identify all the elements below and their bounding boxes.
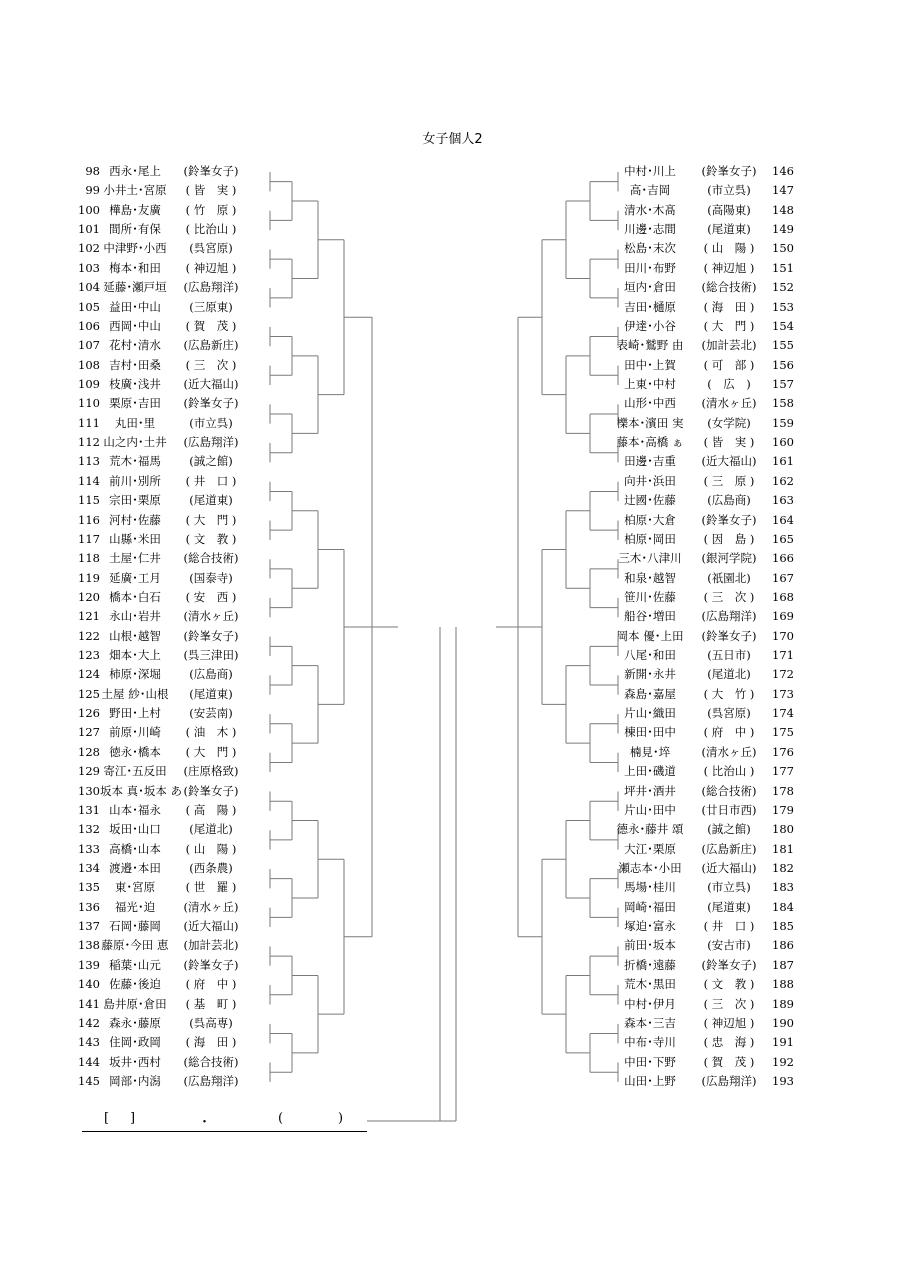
entry-names: 折橋･遠藤 — [624, 957, 676, 972]
entry-names: 坂井･西村 — [109, 1054, 161, 1069]
entry-names: 櫟本･濱田 実 — [616, 415, 684, 430]
entry-school: (市立呉) — [707, 880, 751, 895]
entry-num: 128 — [78, 744, 100, 759]
entry-names: 山根･越智 — [109, 628, 161, 643]
entry-num: 142 — [78, 1015, 100, 1030]
entry-num: 169 — [772, 609, 794, 624]
entry-names: 岡本 優･上田 — [616, 628, 684, 643]
entry-school: ( 井 口 ) — [185, 473, 237, 488]
entry-num: 122 — [78, 628, 100, 643]
entry-names: 橋本･白石 — [109, 589, 161, 604]
entry-names: 島井原･倉田 — [103, 996, 167, 1011]
entry-names: 清水･木髙 — [624, 202, 676, 217]
entry-school: ( 皆 実 ) — [185, 183, 237, 198]
entry-num: 158 — [772, 396, 794, 411]
entry-school: (近大福山) — [183, 377, 239, 391]
entry-num: 179 — [772, 802, 794, 817]
entry-num: 186 — [772, 938, 794, 953]
entry-school: (近大福山) — [701, 454, 757, 469]
entry-num: 149 — [772, 222, 794, 237]
entry-school: (近大福山) — [701, 861, 757, 875]
entry-names: 中村･川上 — [624, 164, 676, 178]
entry-school: ( 文 教 ) — [185, 531, 237, 546]
entry-school: (広島商) — [707, 493, 751, 508]
entry-names: 高･吉岡 — [629, 183, 671, 198]
entry-names: 笹川･佐藤 — [624, 589, 676, 604]
entry-names: 中津野･小西 — [103, 241, 167, 256]
entry-num: 135 — [78, 880, 100, 895]
entry-num: 145 — [78, 1073, 100, 1088]
entry-num: 139 — [78, 957, 100, 972]
entry-names: 花村･清水 — [109, 338, 161, 353]
entry-num: 129 — [78, 764, 100, 779]
entry-school: (呉高専) — [189, 1015, 233, 1030]
entry-num: 177 — [772, 764, 794, 779]
entry-school: (清水ヶ丘) — [183, 609, 239, 624]
entry-names: 岡部･内潟 — [109, 1073, 161, 1088]
entry-num: 109 — [78, 377, 100, 391]
entry-school: (清水ヶ丘) — [701, 744, 757, 759]
entry-names: 永山･岩井 — [109, 609, 161, 624]
entry-num: 111 — [78, 415, 100, 430]
entry-school: (広島新庄) — [183, 338, 239, 353]
entry-names: 中田･下野 — [624, 1054, 676, 1069]
entry-school: (鈴峯女子) — [701, 512, 757, 527]
entry-school: (広島新庄) — [701, 841, 757, 856]
entry-num: 164 — [772, 512, 794, 527]
entry-num: 160 — [772, 435, 794, 449]
entry-school: (鈴峯女子) — [701, 957, 757, 972]
entry-names: 辻國･佐藤 — [624, 493, 676, 508]
entry-school: (総合技術) — [183, 551, 239, 566]
entry-school: (国泰寺) — [189, 570, 233, 585]
entry-school: ( 比治山 ) — [185, 222, 237, 237]
entry-names: 柏原･岡田 — [624, 531, 676, 546]
entry-school: ( 三 次 ) — [703, 996, 755, 1011]
entry-school: (鈴峯女子) — [701, 628, 757, 643]
entry-school: (市立呉) — [707, 183, 751, 198]
entry-school: (銀河学院) — [701, 551, 757, 566]
entry-num: 185 — [772, 919, 794, 933]
entry-names: 丸田･里 — [114, 415, 156, 430]
entry-school: ( 神辺旭 ) — [703, 260, 755, 275]
entry-names: 上田･磯道 — [624, 764, 676, 779]
entry-school: (鈴峯女子) — [183, 396, 239, 411]
entry-names: 寄江･五反田 — [103, 764, 167, 779]
entry-school: ( 山 陽 ) — [185, 841, 237, 856]
entry-names: 前川･別所 — [109, 473, 161, 488]
entry-school: ( 三 次 ) — [703, 589, 755, 604]
entry-num: 107 — [78, 338, 100, 353]
entry-num: 173 — [772, 686, 794, 701]
entry-names: 山形･中西 — [624, 396, 676, 411]
entry-num: 175 — [772, 725, 794, 740]
entry-names: 片山･織田 — [624, 706, 676, 721]
entry-school: (三原東) — [189, 299, 233, 314]
entry-num: 138 — [78, 938, 100, 953]
entry-school: ( 高 陽 ) — [185, 802, 237, 817]
entry-num: 123 — [78, 648, 100, 662]
entry-names: 前原･川崎 — [109, 725, 161, 740]
entry-school: ( 海 田 ) — [703, 299, 755, 314]
entry-names: 荒木･福馬 — [109, 454, 161, 469]
entry-num: 156 — [772, 357, 794, 372]
winner-right-paren: ) — [338, 1111, 344, 1126]
entry-num: 171 — [772, 648, 794, 662]
entry-school: (呉宮原) — [189, 241, 233, 256]
entry-school: ( 大 門 ) — [185, 744, 237, 759]
entry-num: 114 — [78, 473, 100, 488]
entry-names: 延廣･工月 — [109, 570, 161, 585]
entry-names: 和泉･越智 — [624, 570, 676, 585]
entry-names: 塚迫･富永 — [624, 919, 676, 933]
entry-num: 101 — [78, 222, 100, 237]
entry-num: 110 — [78, 396, 100, 411]
entry-names: 土屋 紗･山根 — [101, 686, 169, 701]
entry-names: 伊達･小谷 — [624, 318, 676, 333]
entry-num: 133 — [78, 841, 100, 856]
winner-entry-blank — [82, 1111, 367, 1131]
entry-num: 100 — [78, 202, 100, 217]
entry-school: (加計芸北) — [701, 338, 757, 353]
entry-num: 141 — [78, 996, 100, 1011]
entry-school: (近大福山) — [183, 919, 239, 933]
entry-school: ( 府 中 ) — [185, 977, 237, 992]
entry-school: (鈴峯女子) — [183, 783, 239, 798]
entry-names: 高橋･山本 — [109, 841, 161, 856]
entry-num: 167 — [772, 570, 794, 585]
entry-num: 108 — [78, 357, 100, 372]
entry-names: 田邊･吉重 — [624, 454, 676, 469]
entry-num: 136 — [78, 899, 100, 914]
entry-num: 152 — [772, 280, 794, 295]
entry-school: ( 基 町 ) — [185, 996, 237, 1011]
entry-school: (高陽東) — [707, 202, 751, 217]
entry-school: ( 山 陽 ) — [703, 241, 755, 256]
entry-num: 170 — [772, 628, 794, 643]
entry-school: ( 油 木 ) — [185, 725, 237, 740]
entry-names: 山之内･土井 — [103, 435, 167, 449]
entry-num: 102 — [78, 241, 100, 256]
entry-names: 前田･坂本 — [624, 938, 676, 953]
entry-names: 畑本･大上 — [109, 648, 161, 662]
winner-left-bracket: [ — [104, 1111, 110, 1126]
entry-num: 116 — [78, 512, 100, 527]
entry-school: ( 皆 実 ) — [703, 435, 755, 449]
winner-dot: ・ — [198, 1115, 212, 1130]
entry-names: 河村･佐藤 — [109, 512, 161, 527]
entry-num: 153 — [772, 299, 794, 314]
entry-num: 191 — [772, 1035, 794, 1050]
entry-school: (尾道北) — [189, 822, 233, 837]
entry-names: 梅本･和田 — [109, 260, 161, 275]
entry-num: 120 — [78, 589, 100, 604]
entry-school: (呉宮原) — [707, 706, 751, 721]
entry-school: ( 賀 茂 ) — [185, 318, 237, 333]
entry-names: 田川･布野 — [624, 260, 676, 275]
entry-num: 184 — [772, 899, 794, 914]
entry-num: 183 — [772, 880, 794, 895]
entry-num: 193 — [772, 1073, 794, 1088]
entry-school: (広島翔洋) — [183, 280, 239, 295]
entry-names: 西岡･中山 — [109, 318, 161, 333]
entry-school: ( 神辺旭 ) — [703, 1015, 755, 1030]
entry-names: 岡崎･福田 — [624, 899, 676, 914]
entry-num: 181 — [772, 841, 794, 856]
entry-names: 枝廣･浅井 — [109, 377, 161, 391]
entry-num: 189 — [772, 996, 794, 1011]
entry-names: 吉村･田桑 — [109, 357, 161, 372]
entry-num: 112 — [78, 435, 100, 449]
entry-school: (総合技術) — [701, 280, 757, 295]
entry-names: 八尾･和田 — [624, 648, 676, 662]
entry-names: 延藤･瀬戸垣 — [103, 280, 167, 295]
entry-school: (尾道東) — [189, 493, 233, 508]
entry-num: 130 — [78, 783, 100, 798]
entry-school: ( 神辺旭 ) — [185, 260, 237, 275]
winner-right-bracket: ] — [130, 1111, 136, 1126]
entry-num: 113 — [78, 454, 100, 469]
entry-school: ( 府 中 ) — [703, 725, 755, 740]
entry-num: 190 — [772, 1015, 794, 1030]
entry-names: 藤原･今田 恵 — [101, 938, 169, 953]
entry-names: 馬場･桂川 — [624, 880, 676, 895]
entry-school: ( 可 部 ) — [703, 357, 755, 372]
entry-names: 田中･上賀 — [624, 357, 676, 372]
entry-school: (広島翔洋) — [701, 609, 757, 624]
entry-num: 137 — [78, 919, 100, 933]
entry-names: 中村･伊月 — [624, 996, 676, 1011]
entry-names: 東･宮原 — [114, 880, 156, 895]
entry-school: (尾道東) — [189, 686, 233, 701]
entry-names: 向井･浜田 — [624, 473, 676, 488]
entry-num: 151 — [772, 260, 794, 275]
entry-num: 154 — [772, 318, 794, 333]
entry-num: 182 — [772, 861, 794, 875]
entry-school: (広島商) — [189, 667, 233, 682]
entry-school: (女学院) — [707, 415, 751, 430]
entry-num: 131 — [78, 802, 100, 817]
entry-school: (市立呉) — [189, 415, 233, 430]
entry-num: 148 — [772, 202, 794, 217]
winner-underline — [82, 1131, 367, 1132]
entry-num: 127 — [78, 725, 100, 740]
entry-names: 荒木･黒田 — [624, 977, 676, 992]
entry-names: 徳永･橋本 — [109, 744, 161, 759]
entry-school: (清水ヶ丘) — [183, 899, 239, 914]
entry-school: (清水ヶ丘) — [701, 396, 757, 411]
entry-school: (広島翔洋) — [183, 1073, 239, 1088]
entry-names: 石岡･藤岡 — [109, 919, 161, 933]
entry-num: 132 — [78, 822, 100, 837]
entry-names: 森本･三吉 — [624, 1015, 676, 1030]
entry-names: 山本･福永 — [109, 802, 161, 817]
entry-names: 間所･有保 — [109, 222, 161, 237]
entry-num: 103 — [78, 260, 100, 275]
entry-num: 117 — [78, 531, 100, 546]
entry-num: 118 — [78, 551, 100, 566]
entry-num: 172 — [772, 667, 794, 682]
entry-school: ( 大 門 ) — [185, 512, 237, 527]
entry-names: 藤本･高橋 ぁ — [616, 435, 684, 449]
entry-school: ( 比治山 ) — [703, 764, 755, 779]
entry-school: ( 三 次 ) — [185, 357, 237, 372]
entry-num: 180 — [772, 822, 794, 837]
entry-names: 小井土･宮原 — [103, 183, 167, 198]
entry-school: ( 井 口 ) — [703, 919, 755, 933]
entry-num: 155 — [772, 338, 794, 353]
entry-num: 144 — [78, 1054, 100, 1069]
entry-names: 坂本 真･坂本 あ — [100, 783, 183, 798]
entry-names: 吉田･樋原 — [624, 299, 676, 314]
entry-names: 新開･永井 — [624, 667, 676, 682]
entry-school: (鈴峯女子) — [701, 164, 757, 178]
entry-names: 西永･尾上 — [109, 164, 161, 178]
entry-names: 稲葉･山元 — [109, 957, 161, 972]
entry-names: 上東･中村 — [624, 377, 676, 391]
entry-num: 99 — [85, 183, 100, 198]
entry-names: 益田･中山 — [109, 299, 161, 314]
entry-num: 124 — [78, 667, 100, 682]
entry-num: 115 — [78, 493, 100, 508]
entry-school: (安古市) — [707, 938, 751, 953]
entry-num: 143 — [78, 1035, 100, 1050]
entry-names: 瀬志本･小田 — [618, 861, 682, 875]
entry-school: ( 竹 原 ) — [185, 202, 237, 217]
entry-school: (鈴峯女子) — [183, 957, 239, 972]
entry-names: 坂田･山口 — [109, 822, 161, 837]
entry-num: 168 — [772, 589, 794, 604]
entry-school: ( 大 竹 ) — [703, 686, 755, 701]
entry-names: 片山･田中 — [624, 802, 676, 817]
entry-num: 104 — [78, 280, 100, 295]
entry-names: 垣内･倉田 — [624, 280, 676, 295]
entry-names: 森永･藤原 — [109, 1015, 161, 1030]
entry-school: (祇園北) — [707, 570, 751, 585]
entry-names: 樺島･友廣 — [109, 202, 161, 217]
entry-names: 福光･迫 — [114, 899, 156, 914]
entry-school: (安芸南) — [189, 706, 233, 721]
entry-school: ( 文 教 ) — [703, 977, 755, 992]
entry-school: (誠之館) — [189, 454, 233, 469]
entry-school: ( 安 西 ) — [185, 589, 237, 604]
entry-names: 渡邉･本田 — [109, 861, 161, 875]
entry-school: ( 海 田 ) — [185, 1035, 237, 1050]
entry-num: 134 — [78, 861, 100, 875]
entry-school: (加計芸北) — [183, 938, 239, 953]
entry-num: 166 — [772, 551, 794, 566]
entry-school: (呉三津田) — [183, 648, 239, 662]
entry-names: 表崎･鷲野 由 — [616, 338, 684, 353]
entry-school: ( 大 門 ) — [703, 318, 755, 333]
entry-num: 161 — [772, 454, 794, 469]
entry-num: 176 — [772, 744, 794, 759]
entry-num: 150 — [772, 241, 794, 256]
entry-num: 106 — [78, 318, 100, 333]
entry-num: 125 — [78, 686, 100, 701]
entry-school: (西条農) — [189, 861, 233, 875]
entry-school: (尾道東) — [707, 222, 751, 237]
entry-names: 楠見･埣 — [629, 744, 671, 759]
entry-num: 98 — [85, 164, 100, 178]
entry-school: ( 忠 海 ) — [703, 1035, 755, 1050]
entry-school: ( 賀 茂 ) — [703, 1054, 755, 1069]
entry-names: 土屋･仁井 — [109, 551, 161, 566]
entry-names: 栗原･吉田 — [109, 396, 161, 411]
entry-school: ( 因 島 ) — [703, 531, 755, 546]
entry-school: (尾道北) — [707, 667, 751, 682]
entry-names: 棟田･田中 — [624, 725, 676, 740]
entry-school: (総合技術) — [701, 783, 757, 798]
page-title: 女子個人2 — [422, 132, 483, 147]
entry-num: 147 — [772, 183, 794, 198]
entry-school: (鈴峯女子) — [183, 164, 239, 178]
entry-names: 住岡･政岡 — [109, 1035, 161, 1050]
entry-names: 川邊･志間 — [624, 222, 676, 237]
entry-names: 宗田･栗原 — [109, 493, 161, 508]
entry-school: (誠之館) — [707, 822, 751, 837]
entry-school: (広島翔洋) — [183, 435, 239, 449]
entry-school: (尾道東) — [707, 899, 751, 914]
entry-num: 188 — [772, 977, 794, 992]
entry-school: ( 世 羅 ) — [185, 880, 237, 895]
entry-num: 121 — [78, 609, 100, 624]
entry-names: 船谷･増田 — [624, 609, 676, 624]
entry-num: 178 — [772, 783, 794, 798]
entry-num: 126 — [78, 706, 100, 721]
entry-names: 松島･末次 — [624, 241, 676, 256]
entry-school: (総合技術) — [183, 1054, 239, 1069]
entry-school: ( 広 ) — [707, 377, 751, 391]
entry-names: 佐藤･後迫 — [109, 977, 161, 992]
entry-school: ( 三 原 ) — [703, 473, 755, 488]
entry-num: 146 — [772, 164, 794, 178]
entry-names: 坪井･酒井 — [624, 783, 676, 798]
entry-names: 三木･八津川 — [618, 551, 682, 566]
entry-names: 大江･栗原 — [624, 841, 676, 856]
entry-num: 187 — [772, 957, 794, 972]
entry-names: 柿原･深堀 — [109, 667, 161, 682]
entry-school: (廿日市西) — [701, 802, 757, 817]
entry-names: 德永･藤井 頌 — [616, 822, 684, 837]
entry-num: 119 — [78, 570, 100, 585]
entry-names: 野田･上村 — [109, 706, 161, 721]
entry-num: 159 — [772, 415, 794, 430]
entry-names: 山縣･米田 — [109, 531, 161, 546]
entry-school: (鈴峯女子) — [183, 628, 239, 643]
entry-num: 163 — [772, 493, 794, 508]
entry-names: 中布･寺川 — [624, 1035, 676, 1050]
entry-school: (五日市) — [707, 648, 751, 662]
entry-school: (広島翔洋) — [701, 1073, 757, 1088]
entry-num: 105 — [78, 299, 100, 314]
entry-num: 162 — [772, 473, 794, 488]
winner-left-paren: ( — [278, 1111, 284, 1126]
entry-num: 192 — [772, 1054, 794, 1069]
entry-school: (庄原格致) — [183, 764, 239, 779]
entry-num: 174 — [772, 706, 794, 721]
entry-num: 165 — [772, 531, 794, 546]
entry-num: 157 — [772, 377, 794, 391]
entry-names: 山田･上野 — [624, 1073, 676, 1088]
entry-names: 森島･嘉屋 — [624, 686, 676, 701]
entry-names: 柏原･大倉 — [624, 512, 676, 527]
entry-num: 140 — [78, 977, 100, 992]
